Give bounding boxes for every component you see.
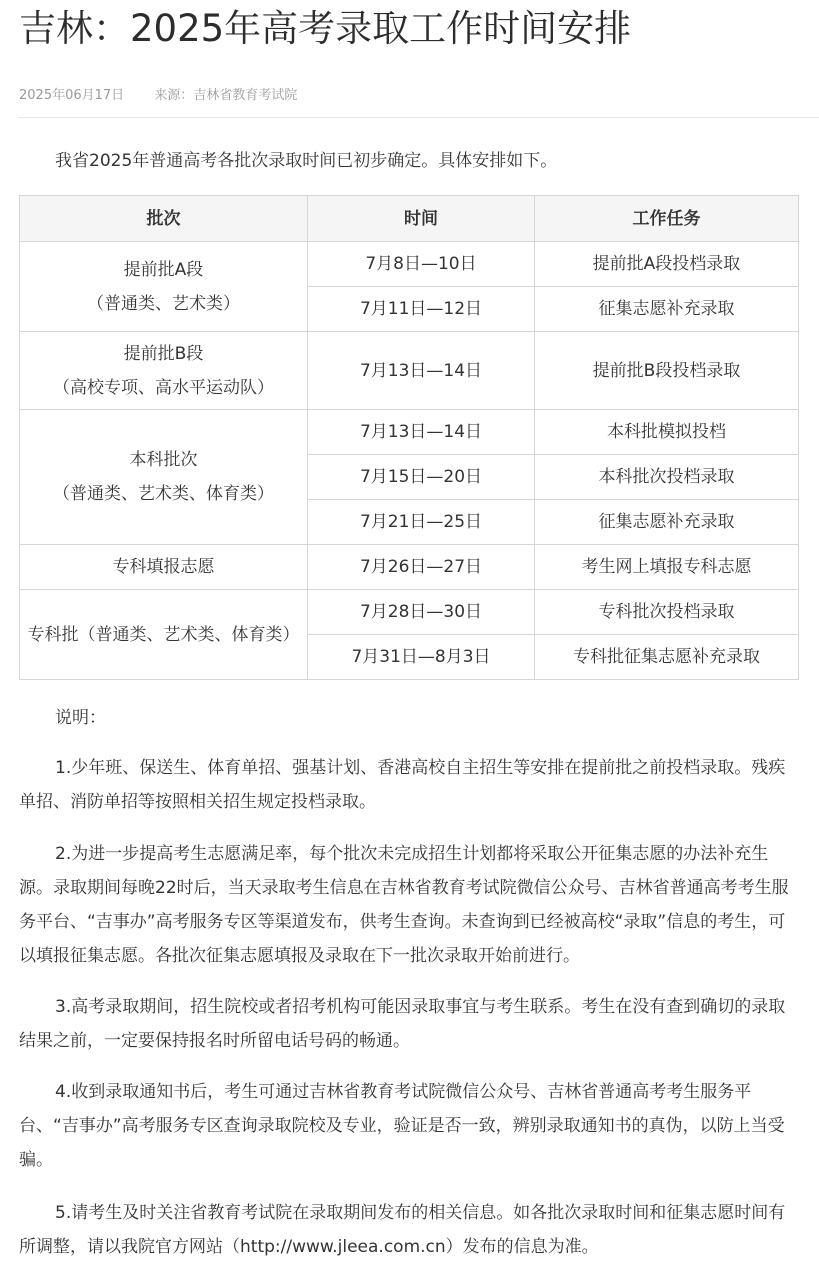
intro-paragraph: 我省2025年普通高考各批次录取时间已初步确定。具体安排如下。: [55, 151, 558, 171]
batch-subtitle: （普通类、艺术类、体育类）: [53, 484, 274, 504]
note-paragraph: 5.请考生及时关注省教育考试院在录取期间发布的相关信息。如各批次录取时间和征集志愿时间有所调整，请以我院官方网站（http://www.jleea.com.cn）发布的信息为准。: [19, 1203, 786, 1257]
time-cell: 7月31日—8月3日: [308, 635, 535, 680]
time-cell: 7月8日—10日: [308, 242, 535, 287]
time-cell: 7月28日—30日: [308, 590, 535, 635]
page-title: 吉林：2025年高考录取工作时间安排: [19, 7, 632, 50]
source-label: 来源：吉林省教育考试院: [154, 88, 298, 103]
batch-subtitle: （普通类、艺术类）: [87, 293, 240, 314]
note-paragraph: 2.为进一步提高考生志愿满足率，每个批次未完成招生计划都将采取公开征集志愿的办法补充生源。录取期间每晚22时后，当天录取考生信息在吉林省教育考试院微信公众号、吉林省普通高考考生服务平台、“吉事办”高考服务专区等渠道发布，供考生查询。未查询到已经被高校“录取”信息的考生，可以填报征集志愿。各批次征集志愿填报及录取在下一批次录取开始前进行。: [19, 844, 789, 966]
batch-name: 提前批B段: [123, 343, 204, 364]
batch-cell: 专科批（普通类、艺术类、体育类）: [20, 590, 308, 680]
table-row: [20, 545, 799, 590]
batch-cell: [20, 410, 308, 545]
header-batch: 批次: [20, 196, 308, 242]
note-paragraph: 4.收到录取通知书后，考生可通过吉林省教育考试院微信公众号、吉林省普通高考考生服务平台、“吉事办”高考服务专区查询录取院校及专业，验证是否一致，辨别录取通知书的真伪，以防上当受骗。: [19, 1082, 785, 1170]
note-paragraph: 1.少年班、保送生、体育单招、强基计划、香港高校自主招生等安排在提前批之前投档录取。残疾单招、消防单招等按照相关招生规定投档录取。: [19, 758, 786, 812]
task-cell: 提前批B段投档录取: [535, 332, 799, 410]
batch-name: 提前批A段: [123, 259, 204, 280]
task-cell: 本科批模拟投档: [535, 410, 799, 455]
time-cell: 7月11日—12日: [308, 287, 535, 332]
batch-subtitle: （高校专项、高水平运动队）: [53, 377, 274, 398]
time-cell: 7月15日—20日: [308, 455, 535, 500]
divider: [19, 117, 819, 118]
batch-cell: [20, 332, 308, 410]
task-cell: 考生网上填报专科志愿: [535, 545, 799, 590]
header-time: 时间: [308, 196, 535, 242]
publish-date: 2025年06月17日: [19, 88, 125, 103]
time-cell: 7月13日—14日: [308, 410, 535, 455]
table-row: [20, 332, 799, 410]
schedule-table: [19, 195, 799, 680]
time-cell: 7月26日—27日: [308, 545, 535, 590]
notes-heading: 说明：: [55, 708, 106, 728]
note-paragraph: 3.高考录取期间，招生院校或者招考机构可能因录取事宜与考生联系。考生在没有查到确切的录取结果之前，一定要保持报名时所留电话号码的畅通。: [19, 997, 786, 1051]
task-cell: 专科批次投档录取: [535, 590, 799, 635]
task-cell: 征集志愿补充录取: [535, 500, 799, 545]
batch-name: 本科批次: [129, 450, 198, 470]
table-header-row: [20, 196, 799, 242]
time-cell: 7月13日—14日: [308, 332, 535, 410]
header-task: 工作任务: [535, 196, 799, 242]
article-meta: [19, 84, 297, 103]
batch-cell: 专科填报志愿: [20, 545, 308, 590]
task-cell: 本科批次投档录取: [535, 455, 799, 500]
table-row: [20, 590, 799, 635]
time-cell: 7月21日—25日: [308, 500, 535, 545]
task-cell: 征集志愿补充录取: [535, 287, 799, 332]
task-cell: 提前批A段投档录取: [535, 242, 799, 287]
task-cell: 专科批征集志愿补充录取: [535, 635, 799, 680]
batch-cell: [20, 242, 308, 332]
table-row: [20, 410, 799, 455]
table-row: [20, 242, 799, 287]
